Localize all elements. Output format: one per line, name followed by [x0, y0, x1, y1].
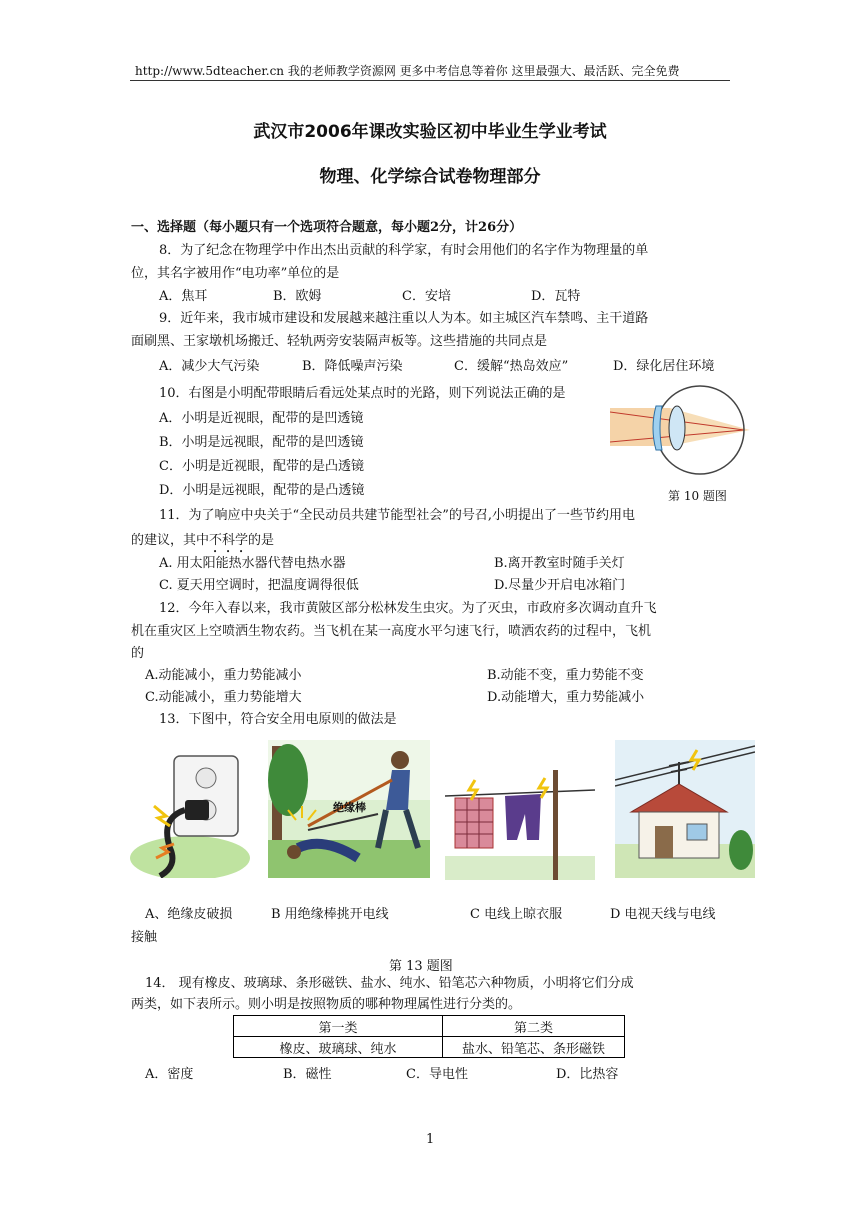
q13-option-d: D 电视天线与电线 [610, 907, 716, 922]
q12-option-b: B.动能不变，重力势能不变 [487, 668, 644, 683]
q10-option-d: D．小明是远视眼，配带的是凸透镜 [159, 483, 365, 498]
q13-figure-caption: 第 13 题图 [389, 959, 453, 974]
q11-line1: 11．为了响应中央关于“全民动员共建节能型社会”的号召,小明提出了一些节约用电 [159, 508, 635, 523]
q12-option-a: A.动能减小，重力势能减小 [145, 668, 302, 683]
exam-title: 武汉市2006年课改实验区初中毕业生学业考试 [253, 122, 607, 142]
section-heading: 一、选择题（每小题只有一个选项符合题意，每小题2分，计26分） [131, 220, 523, 235]
exam-subtitle: 物理、化学综合试卷物理部分 [319, 167, 541, 187]
q9-option-b: B．降低噪声污染 [302, 359, 403, 374]
header-rule [130, 80, 730, 81]
picture-c-clothes-on-wire [445, 760, 595, 880]
page-number: 1 [426, 1132, 435, 1147]
table-cell-1: 橡皮、玻璃球、纯水 [234, 1037, 443, 1058]
picture-a-damaged-plug [130, 748, 252, 878]
page-header: http://www.5dteacher.cn 我的老师教学资源网 更多中考信息等着你 这里最强大、最活跃、完全免费 [135, 64, 680, 78]
q14-option-c: C．导电性 [406, 1067, 468, 1082]
q13-option-b: B 用绝缘棒挑开电线 [271, 907, 389, 922]
q10-figure-caption: 第 10 题图 [668, 489, 727, 503]
table-row [234, 1016, 625, 1037]
q13-option-a-continued: 接触 [131, 930, 158, 945]
q10-option-c: C．小明是近视眼，配带的是凸透镜 [159, 459, 364, 474]
eye-lens-diagram [610, 380, 750, 482]
q13-line1: 13．下图中，符合安全用电原则的做法是 [159, 712, 397, 727]
q14-option-d: D．比热容 [556, 1067, 619, 1082]
picture-d-antenna-house [615, 740, 755, 878]
q12-line2: 机在重灾区上空喷洒生物农药。当飞机在某一高度水平匀速飞行，喷洒农药的过程中，飞机 [131, 624, 652, 639]
q13-option-c: C 电线上晾衣服 [470, 907, 563, 922]
q12-option-c: C.动能减小，重力势能增大 [145, 690, 302, 705]
q8-option-b: B．欧姆 [273, 289, 322, 304]
q14-option-b: B．磁性 [283, 1067, 332, 1082]
q9-line2: 面刷黑、王家墩机场搬迁、轻轨两旁安装隔声板等。这些措施的共同点是 [131, 334, 548, 349]
q14-option-a: A．密度 [145, 1067, 194, 1082]
q11-emphasis: 不科学 [209, 533, 249, 548]
q10-line1: 10．右图是小明配带眼睛后看远处某点时的光路，则下列说法正确的是 [159, 386, 566, 401]
q12-line1: 12．今年入春以来，我市黄陂区部分松林发生虫灾。为了灭虫，市政府多次调动直升飞 [159, 601, 657, 616]
q9-option-c: C．缓解“热岛效应” [454, 359, 569, 374]
insulated-stick-label: 绝缘棒 [333, 801, 366, 814]
table-header-2: 第二类 [443, 1016, 625, 1037]
q9-option-d: D．绿化居住环境 [613, 359, 715, 374]
q8-option-a: A．焦耳 [159, 289, 208, 304]
q11-option-d: D.尽量少开启电冰箱门 [494, 578, 626, 593]
q10-option-a: A．小明是近视眼，配带的是凹透镜 [159, 411, 364, 426]
q10-option-b: B．小明是远视眼，配带的是凹透镜 [159, 435, 364, 450]
q8-line2: 位，其名字被用作“电功率”单位的是 [131, 266, 340, 281]
table-row [234, 1037, 625, 1058]
q11-option-c: C. 夏天用空调时，把温度调得很低 [159, 578, 359, 593]
classification-table [233, 1015, 625, 1058]
q8-line1: 8．为了纪念在物理学中作出杰出贡献的科学家，有时会用他们的名字作为物理量的单 [159, 243, 649, 258]
q8-option-c: C．安培 [402, 289, 451, 304]
q8-option-d: D．瓦特 [531, 289, 581, 304]
q9-option-a: A．减少大气污染 [159, 359, 260, 374]
table-header-1: 第一类 [234, 1016, 443, 1037]
q11-line2-a: 的建议，其中 [131, 533, 210, 548]
q11-option-b: B.离开教室时随手关灯 [494, 556, 625, 571]
q14-line1: 14． 现有橡皮、玻璃球、条形磁铁、盐水、纯水、铅笔芯六种物质，小明将它们分成 [145, 976, 634, 991]
q9-line1: 9．近年来，我市城市建设和发展越来越注重以人为本。如主城区汽车禁鸣、主干道路 [159, 311, 649, 326]
q12-option-d: D.动能增大，重力势能减小 [487, 690, 645, 705]
q12-line3: 的 [131, 646, 145, 661]
q13-option-a: A、绝缘皮破损 [145, 907, 233, 922]
q11-line2-c: 的是 [248, 533, 275, 548]
table-cell-2: 盐水、铅笔芯、条形磁铁 [443, 1037, 625, 1058]
q14-line2: 两类，如下表所示。则小明是按照物质的哪种物理属性进行分类的。 [131, 997, 522, 1012]
q11-line2 [131, 532, 274, 556]
q11-option-a: A. 用太阳能热水器代替电热水器 [159, 556, 346, 571]
